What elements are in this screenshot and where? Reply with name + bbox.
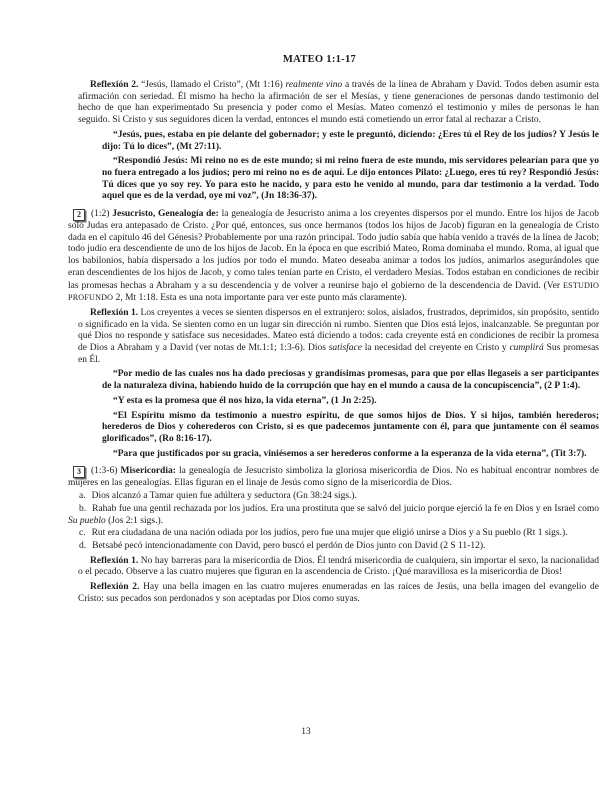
text-run: Reflexión 1. [90, 307, 139, 318]
text-run: Sus promesas en Él. [78, 343, 599, 365]
text-run: Betsabé pecó intencionadamente con David, pero buscó el perdón de Dios junto con David (2 S 11-12). [92, 540, 486, 551]
text-run: No hay barreras para la misericordia de Dios. Él tendrá misericordia de cualquiera, sin importar el sexo, la nacionalidad o el pecado. Observe a las cuatro mujeres que figuran en la ascendencia de Cristo. ¡Qué maravillosa es la misericordia de Dios! [78, 555, 599, 578]
text-run: ESTUDIO PROFUNDO [68, 280, 599, 303]
text-run: Misericordia: [120, 466, 176, 477]
text-run: Dios alcanzó a Tamar quien fue adúltera y seductora (Gn 38:24 sigs.). [91, 491, 357, 502]
text-run: (1:3-6) [91, 466, 121, 477]
scripture-quote [102, 156, 599, 203]
list-item-label: a. [79, 491, 86, 502]
text-run: Rahab fue una gentil rechazada por los judíos. Era una prostituta que se salvó del juicio porque ejerció la fe en Dios y en Israel como [92, 503, 599, 514]
text-run: “Jesús, pues, estaba en pie delante del gobernador; y este le preguntó, diciendo: ¿Eres tú el Rey de los judíos? Y Jesús le dijo: Tú lo dices”, (Mt 27:11). [102, 129, 599, 152]
list-item [68, 504, 599, 527]
text-run: la genealogía de Jesucristo anima a los creyentes dispersos por el mundo. Entre los hijos de Jacob solo Judas era antepasado de Cristo. ¿Por qué, entonces, sus once hermanos (todos los hijos de Jacob) figuran en la genealogía de Cristo dada en el capítulo 46 del Génesis? Probablemente por una razón principal. Todo judío sabía que había venido a través de la línea de Jacob; todo judío era descendiente de uno de los hijos de Jacob. En la época en que escribió Mateo, Roma dominaba el mundo. Roma, al igual que los babilonios, había dispersado a los judíos por todo el mundo. Mateo deseaba animar a todos los judíos, animarlos asegurándoles que eran descendientes de los hijos de Jacob, y como tales tenían parte en Cristo, el verdadero Mesías. Todos estaban en condiciones de recibir las promesas hechas a Abraham y a su descendencia y de volver a reunirse bajo el gobierno de la descendencia de David. (Ver [68, 209, 599, 291]
text-run: Reflexión 1. [90, 555, 139, 566]
text-run: “Respondió Jesús: Mi reino no es de este mundo; si mi reino fuera de este mundo, mis servidores pelearían para que yo no fuera entregado a los judíos; pero mi reino no es de aquí. Le dijo entonces Pilato: ¿Luego, eres tú rey? Respondió Jesús: Tú dices que yo soy rey. Yo para esto he nacido, y para esto he venido al mundo, para dar testimonio a la verdad. Todo aquel que es de la verdad, oye mi voz”, (Jn 18:36-37). [102, 156, 599, 202]
text-run: 2, Mt 1:18. Esta es una nota importante para ver este punto más claramente). [113, 293, 407, 304]
list-item [68, 491, 599, 503]
list-item-label: d. [79, 540, 87, 551]
text-run: realmente vino [285, 80, 343, 90]
section-number-box: 2 [73, 209, 85, 221]
page-body [68, 80, 599, 605]
text-run: “Jesús, llamado el Cristo”, (Mt 1:16) [138, 80, 286, 90]
scripture-quote [102, 411, 599, 446]
scripture-quote [102, 396, 599, 408]
text-run: “Por medio de las cuales nos ha dado preciosas y grandísimas promesas, para que por ellas llegaseis a ser participantes de la naturaleza divina, habiendo huido de la corrupción que hay en el mundo a causa de la concupiscencia”, (2 P 1:4). [102, 369, 599, 392]
list-item-label: c. [79, 528, 86, 539]
reflection-paragraph [78, 582, 599, 605]
reflection-paragraph [78, 308, 599, 367]
text-run: “Para que justificados por su gracia, viniésemos a ser herederos conforme a la esperanza de la vida eterna”, (Tit 3:7). [113, 448, 587, 459]
reflection-paragraph [78, 556, 599, 579]
text-run: Reflexión 2. [90, 582, 140, 593]
section-number-box: 3 [73, 466, 85, 478]
text-run: “Y esta es la promesa que él nos hizo, la vida eterna”, (1 Jn 2:25). [113, 395, 377, 406]
list-item [68, 528, 599, 540]
list-item-label: b. [79, 503, 87, 514]
text-run: satisface [328, 343, 362, 354]
text-run: a través de la línea de Abraham y David. Todos deben asumir esta afirmación con seriedad. Él mismo ha hecho la afirmación de ser el Mesías, y tiene generaciones de personas dando testimonio del hecho de que han experimentado Su presencia y poder como el Mesías. Mateo comenzó el testimonio y miles de personas le han seguido. Si Cristo y sus seguidores dicen la verdad, entonces el mundo está cometiendo un error fatal al rechazar a Cristo. [78, 80, 599, 126]
text-run: Los creyentes a veces se sienten dispersos en el extranjero: solos, aislados, frustrados, deprimidos, sin propósito, sentido o significado en la vida. Se sienten como en un lugar sin dirección ni rumbo. Sienten que Dios está lejos, inalcanzable. Se preguntan por qué Dios no responde y satisface sus necesidades. Mateo está diciendo a todos: cada creyente está en condiciones de recibir la promesa de Dios a Abraham y a David (ver notas de Mt.1:1; 1:3-6). Dios [78, 307, 599, 354]
list-item [68, 541, 599, 553]
scripture-quote [102, 130, 599, 153]
scripture-quote [102, 449, 599, 461]
page-title: MATEO 1:1-17 [282, 54, 357, 65]
text-run: (1:2) [91, 209, 113, 220]
scripture-quote [102, 369, 599, 392]
text-run: Hay una bella imagen en las cuatro mujeres enumeradas en las raíces de Jesús, una bella imagen del evangelio de Cristo: sus pecados son perdonados y son aceptadas por Dios como suyas. [78, 582, 599, 604]
text-run: (Jos 2:1 sigs.). [105, 515, 164, 526]
text-run: la necesidad del creyente en Cristo y [361, 343, 510, 354]
text-run: “El Espíritu mismo da testimonio a nuestro espíritu, de que somos hijos de Dios. Y si hijos, también herederos; herederos de Dios y coherederos con Cristo, si es que padecemos juntamente con él, para que juntamente con él seamos glorificados”, (Ro 8:16-17). [102, 410, 599, 444]
text-run: cumplirá [509, 343, 544, 354]
text-run: la genealogía de Jesucristo simboliza la gloriosa misericordia de Dios. No es habitual encontrar nombres de mujeres en las genealogías. Ellas figuran en el linaje de Jesús como signo de la misericordia de Dios. [68, 466, 599, 489]
page-number: 13 [301, 727, 311, 737]
text-run: Reflexión 2. [90, 80, 139, 90]
section-paragraph [68, 466, 599, 490]
reflection-paragraph [78, 80, 599, 127]
section-paragraph [68, 209, 599, 305]
text-run: Rut era ciudadana de una nación odiada por los judíos, pero fue una mujer que eligió unirse a Dios y a Su pueblo (Rt 1 sigs.). [91, 528, 568, 539]
text-run: Jesucristo, Genealogía de: [112, 209, 219, 220]
text-run: Su pueblo [68, 515, 106, 526]
